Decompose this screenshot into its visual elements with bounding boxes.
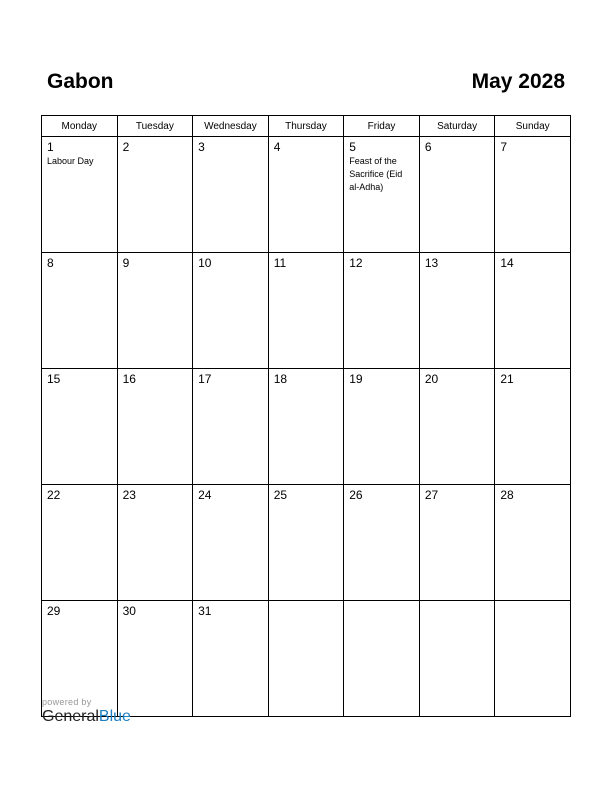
day-number: 23 [122, 488, 136, 502]
day-cell [495, 253, 571, 369]
day-number: 26 [349, 488, 363, 502]
day-number: 5 [349, 140, 356, 154]
day-cell [117, 369, 193, 485]
day-number: 1 [47, 140, 54, 154]
day-cell [344, 485, 420, 601]
day-number: 8 [47, 256, 54, 270]
week-row [42, 369, 571, 485]
day-number: 17 [198, 372, 212, 386]
day-cell [193, 485, 269, 601]
weekday-header-row [42, 116, 571, 137]
weekday-header: Sunday [495, 116, 571, 137]
day-cell [268, 485, 344, 601]
calendar-grid [41, 115, 571, 717]
brand-logo [42, 708, 131, 726]
holiday-label: Feast of the Sacrifice (Eid al-Adha) [349, 156, 403, 192]
day-cell [117, 137, 193, 253]
day-number: 7 [500, 140, 508, 154]
day-cell [117, 485, 193, 601]
weekday-header: Thursday [268, 116, 344, 137]
week-row [42, 253, 571, 369]
day-number: 24 [198, 488, 212, 502]
day-number: 28 [500, 488, 514, 502]
week-row [42, 485, 571, 601]
day-cell [193, 369, 269, 485]
weekday-header: Saturday [419, 116, 495, 137]
day-number: 31 [198, 604, 212, 618]
day-cell [495, 137, 571, 253]
weekday-header: Monday [42, 116, 118, 137]
day-number: 30 [122, 604, 136, 618]
day-number: 21 [500, 372, 514, 386]
day-cell [495, 485, 571, 601]
day-cell [42, 137, 118, 253]
day-cell [344, 601, 420, 717]
day-number: 20 [424, 372, 439, 386]
footer-branding [42, 697, 131, 726]
day-number: 29 [47, 604, 61, 618]
day-cell [419, 601, 495, 717]
day-cell [419, 137, 495, 253]
day-cell [42, 485, 118, 601]
day-cell [268, 137, 344, 253]
day-cell [268, 253, 344, 369]
day-number: 13 [424, 256, 439, 270]
day-number: 22 [47, 488, 61, 502]
day-cell [42, 369, 118, 485]
day-number: 14 [500, 256, 514, 270]
day-number: 9 [122, 256, 130, 270]
day-number: 27 [424, 488, 439, 502]
day-number: 16 [122, 372, 136, 386]
weekday-header: Friday [344, 116, 420, 137]
day-cell [193, 253, 269, 369]
day-cell [117, 253, 193, 369]
day-cell [419, 485, 495, 601]
day-cell [495, 369, 571, 485]
day-cell [268, 369, 344, 485]
month-year-title: May 2028 [471, 70, 565, 93]
day-cell [495, 601, 571, 717]
day-cell [193, 137, 269, 253]
day-cell [344, 369, 420, 485]
day-cell [344, 137, 420, 253]
brand-blue: Blue [98, 708, 131, 725]
day-number: 15 [47, 372, 61, 386]
brand-general: General [42, 708, 99, 725]
week-row [42, 137, 571, 253]
day-number: 4 [273, 140, 281, 154]
day-number: 25 [273, 488, 288, 502]
holiday-label: Labour Day [47, 156, 94, 166]
weekday-header: Tuesday [117, 116, 193, 137]
day-cell [344, 253, 420, 369]
day-cell [419, 253, 495, 369]
day-cell [193, 601, 269, 717]
country-title: Gabon [47, 70, 114, 93]
day-cell [268, 601, 344, 717]
day-number: 11 [273, 256, 287, 270]
day-number: 3 [198, 140, 205, 154]
day-number: 19 [349, 372, 363, 386]
day-number: 10 [198, 256, 212, 270]
day-cell [419, 369, 495, 485]
day-number: 12 [349, 256, 363, 270]
day-number: 18 [273, 372, 288, 386]
day-cell [42, 253, 118, 369]
day-number: 6 [424, 140, 432, 154]
powered-by-text: powered by [42, 697, 92, 707]
weekday-header: Wednesday [193, 116, 269, 137]
day-number: 2 [122, 140, 130, 154]
